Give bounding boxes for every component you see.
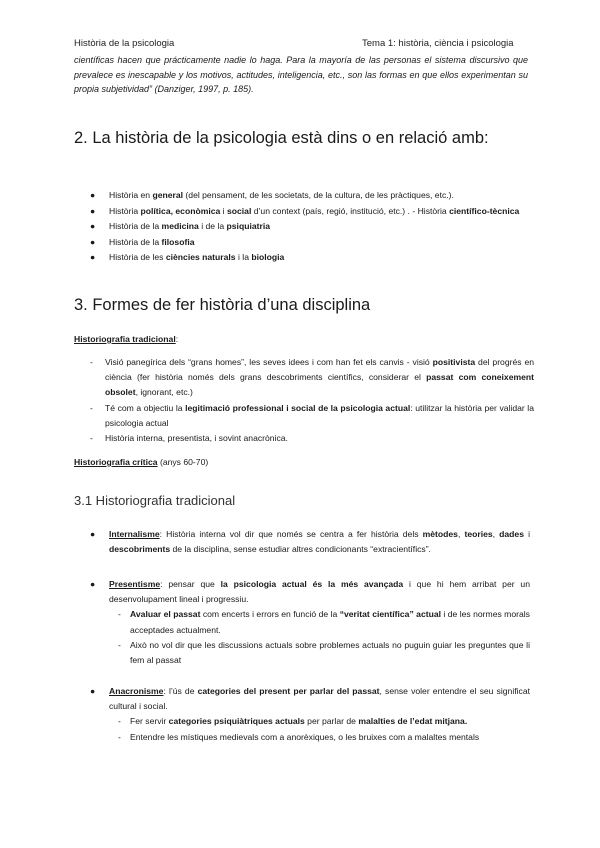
list-item: ● Història de la filosofia [74, 235, 534, 251]
list-item: ● Internalisme: Història interna vol dir que només se centra a fer història dels mètodes, teories, dades i descobriments de la disciplina, sense estudiar altres condicionants “extracientífics”. [90, 529, 531, 555]
bullet-icon: ● [90, 205, 96, 216]
traditional-historiography-list [90, 355, 534, 446]
section-2-list [74, 188, 534, 266]
list-item: - Avaluar el passat com encerts i errors en funció de la “veritat científica” actual i de les normes morals acceptades actualment. [118, 609, 530, 635]
list-item: ● Història en general (del pensament, de les societats, de la cultura, de les pràctiques, etc.). [74, 188, 534, 204]
header-left: Història de la psicologia [74, 38, 175, 49]
internalisme-block [74, 527, 530, 557]
critical-historiography-label: Historiografia crítica (anys 60-70) [74, 457, 209, 467]
anacronisme-sublist [74, 714, 530, 744]
quote-continuation [74, 53, 528, 97]
section-3-1-heading: 3.1 Historiografia tradicional [74, 493, 236, 508]
list-item: ● Presentisme: pensar que la psicologia actual és la més avançada i que hi hem arribat per un desenvolupament lineal i progressiu. [90, 579, 530, 605]
list-item: - Fer servir categories psiquiàtriques actuals per parlar de malalties de l’edat mitjana. [74, 714, 530, 729]
bullet-icon: ● [90, 686, 96, 696]
header-right: Tema 1: història, ciència i psicologia [362, 38, 514, 49]
list-item: - Història interna, presentista, i sovint anacrònica. [90, 431, 534, 446]
term-internalisme: Internalisme [109, 529, 160, 539]
dash-marker: - [90, 433, 93, 444]
bullet-icon: ● [90, 190, 96, 200]
dash-marker: - [118, 716, 121, 727]
bullet-icon: ● [90, 579, 96, 589]
dash-marker: - [118, 639, 121, 650]
presentisme-sublist [74, 607, 530, 668]
list-item: - Això no vol dir que les discussions actuals sobre problemes actuals no puguin guiar les preguntes que li fem al passat [118, 639, 530, 666]
dash-marker: - [118, 731, 121, 742]
list-item: - Té com a objectiu la legitimació professional i social de la psicologia actual: utilitzar la història per validar la psicologia actual [90, 402, 535, 428]
list-item: - Entendre les místiques medievals com a anorèxiques, o les bruixes com a malaltes mentals [74, 730, 530, 745]
quote-line-1: científicas hacen que prácticamente nadie lo haga. Para la mayoría de las personas el sistema [74, 55, 466, 65]
term-presentisme: Presentisme [109, 579, 161, 589]
bullet-icon: ● [90, 221, 96, 231]
list-item: ● Història de les ciències naturals i la biologia [74, 250, 534, 266]
presentisme-block [74, 577, 530, 668]
anacronisme-block [74, 684, 530, 745]
traditional-historiography-label: Historiografia tradicional: [74, 334, 179, 344]
bullet-icon: ● [90, 252, 96, 262]
section-3-heading: 3. Formes de fer història d’una disciplina [74, 296, 371, 314]
section-2-heading: 2. La història de la psicologia està dins o en relació amb: [74, 129, 489, 147]
list-item: - Visió panegírica dels “grans homes”, les seves idees i com han fet els canvis - visió positivista del progrés en ciència (fer història només dels grans descobriments científics, considerar el passat com coneixement obsolet, ignorant, etc.) [90, 357, 535, 398]
list-item: ● Anacronisme: l’ús de categories del present per parlar del passat, sense voler entendre el seu significat cultural i social. [90, 686, 530, 712]
list-item: ● Història política, econòmica i social d’un context (país, regió, institució, etc.) . - Història científico-tècnica [74, 204, 534, 220]
list-item: ● Història de la medicina i de la psiquiatria [74, 219, 534, 235]
bullet-icon: ● [90, 236, 96, 247]
quote-line-2: discursivo que prevalece es inescapable y los motivos, actitudes, inteligencia, etc., son las formas en [74, 55, 528, 80]
quote-line-3: que ellos experimentan su propia subjetividad” (Danziger, 1997, p. 185). [74, 69, 528, 94]
bullet-icon: ● [90, 529, 96, 539]
dash-marker: - [90, 402, 93, 413]
dash-marker: - [90, 357, 93, 367]
dash-marker: - [118, 609, 121, 620]
term-anacronisme: Anacronisme [109, 686, 164, 696]
